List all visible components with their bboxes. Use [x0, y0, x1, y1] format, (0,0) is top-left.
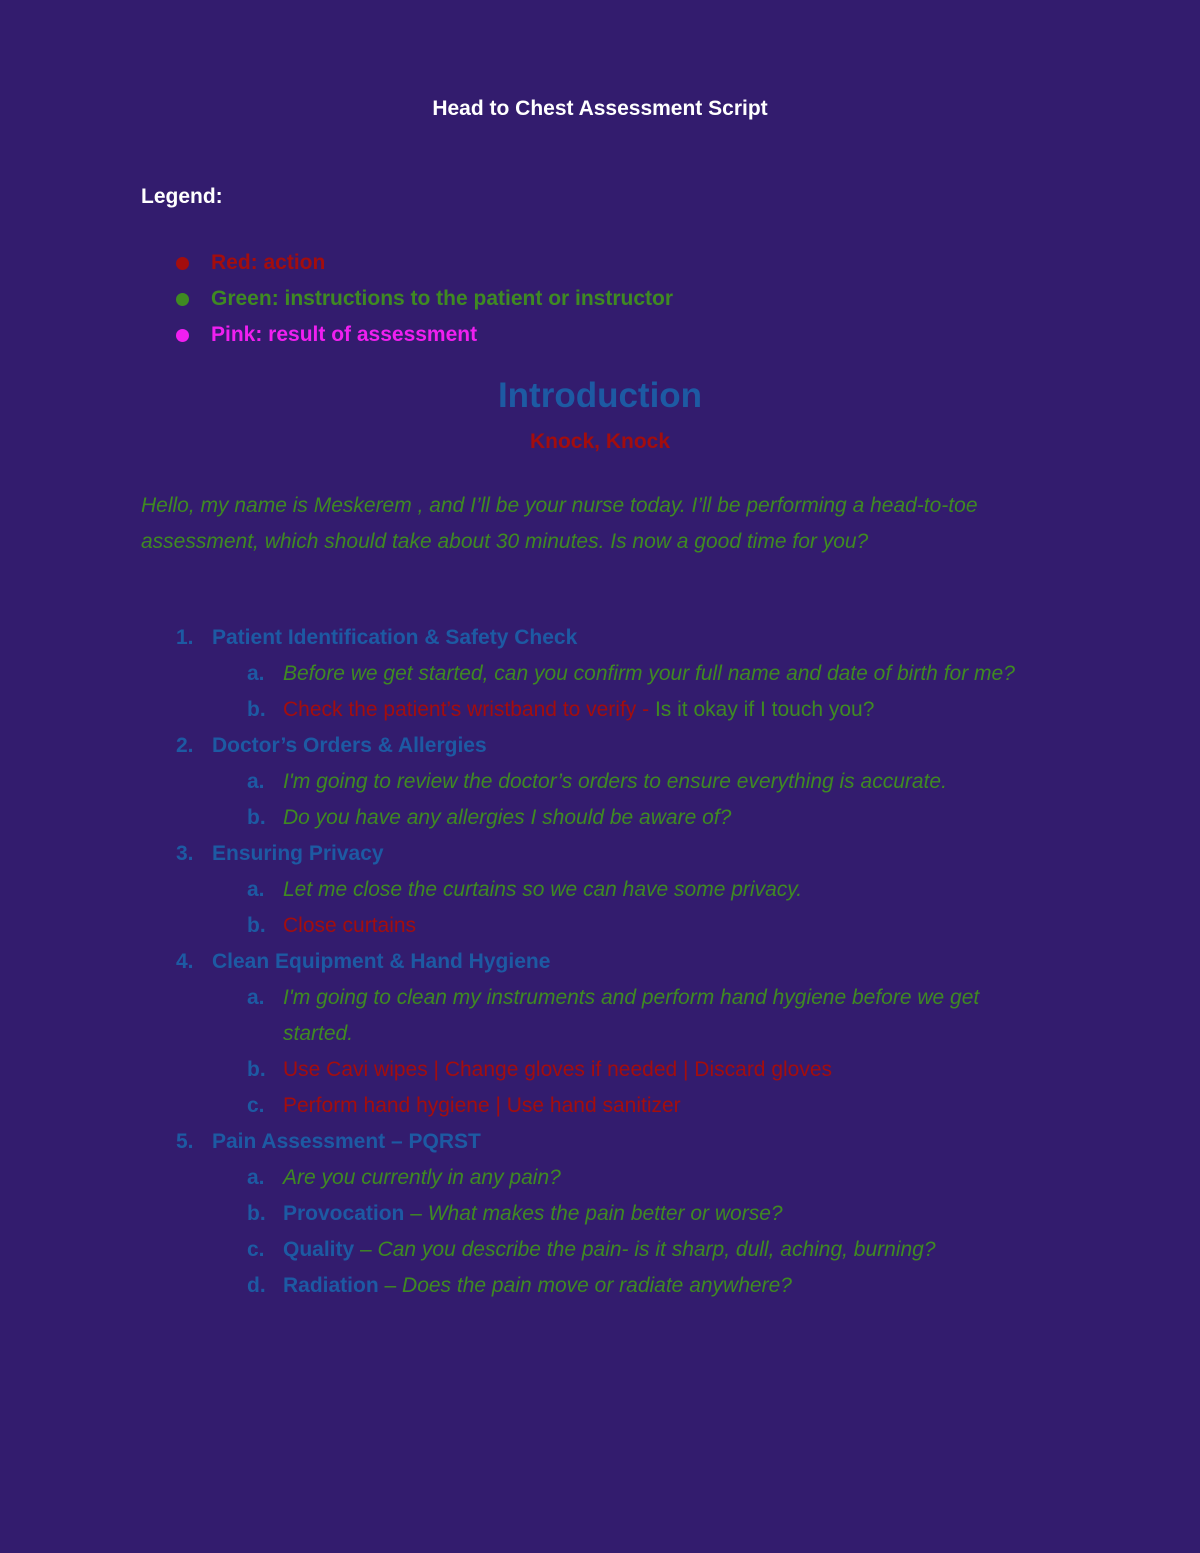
item-question: Can you describe the pain- is it sharp, dull, aching, burning?	[377, 1238, 936, 1261]
item-text: Are you currently in any pain?	[283, 1166, 561, 1189]
legend-label: Red: action	[211, 251, 326, 274]
section-title: Ensuring Privacy	[212, 842, 384, 865]
item-dash: –	[354, 1238, 378, 1261]
item-letter: b.	[247, 806, 266, 829]
list-item	[0, 800, 1200, 836]
section-number: 3.	[176, 842, 194, 865]
bullet-icon	[176, 293, 189, 306]
section-number: 5.	[176, 1130, 194, 1153]
section-heading	[0, 944, 1200, 980]
legend-item-pink	[176, 317, 673, 353]
item-question: Does the pain move or radiate anywhere?	[402, 1274, 792, 1297]
legend-label: Green: instructions to the patient or instructor	[211, 287, 674, 310]
list-item	[0, 1196, 1200, 1232]
intro-knock: Knock, Knock	[529, 430, 671, 453]
legend-label: Pink: result of assessment	[211, 323, 478, 346]
item-text: I'm going to clean my instruments and perform hand hygiene before we get started.	[283, 986, 980, 1045]
legend-item-green	[176, 281, 673, 317]
item-instruction: Is it okay if I touch you?	[654, 698, 875, 721]
section-title: Patient Identification & Safety Check	[212, 626, 578, 649]
bullet-icon	[176, 257, 189, 270]
list-item	[0, 656, 1200, 692]
item-letter: a.	[247, 986, 265, 1009]
section-title: Doctor’s Orders & Allergies	[212, 734, 487, 757]
item-dash: –	[378, 1274, 403, 1297]
item-text: Let me close the curtains so we can have some privacy.	[283, 878, 803, 901]
intro-paragraph: Hello, my name is Meskerem , and I’ll be your nurse today. I’ll be performing a head-to-toe assessment, which should take about 30 minutes. Is now a good time for you?	[141, 494, 978, 553]
item-question: What makes the pain better or worse?	[427, 1202, 783, 1225]
item-letter: b.	[247, 1058, 266, 1081]
item-letter: c.	[247, 1094, 265, 1117]
item-action: Close curtains	[283, 914, 417, 937]
item-letter: b.	[247, 914, 266, 937]
item-letter: d.	[247, 1274, 266, 1297]
outline-list	[0, 620, 1200, 1304]
list-item	[0, 764, 1200, 800]
item-keyword: Provocation	[283, 1202, 405, 1225]
section-number: 1.	[176, 626, 194, 649]
item-action: Use Cavi wipes | Change gloves if needed | Discard gloves	[283, 1058, 833, 1081]
item-letter: b.	[247, 1202, 266, 1225]
intro-heading: Introduction	[497, 376, 703, 415]
list-item	[0, 692, 1200, 728]
list-item	[0, 1088, 1200, 1124]
item-letter: a.	[247, 878, 265, 901]
section-heading	[0, 728, 1200, 764]
legend-list	[176, 245, 673, 353]
item-dash: –	[404, 1202, 428, 1225]
item-letter: a.	[247, 770, 265, 793]
section-title: Pain Assessment – PQRST	[212, 1130, 481, 1153]
bullet-icon	[176, 329, 189, 342]
section-number: 2.	[176, 734, 194, 757]
item-letter: c.	[247, 1238, 265, 1261]
section-title: Clean Equipment & Hand Hygiene	[212, 950, 551, 973]
list-item	[0, 1268, 1200, 1304]
section-heading	[0, 836, 1200, 872]
item-action: Check the patient’s wristband to verify -	[283, 698, 655, 721]
section-number: 4.	[176, 950, 194, 973]
item-letter: a.	[247, 1166, 265, 1189]
list-item	[0, 980, 1200, 1052]
item-keyword: Radiation	[283, 1274, 379, 1297]
list-item	[0, 908, 1200, 944]
item-text: Do you have any allergies I should be aware of?	[283, 806, 732, 829]
item-text: I'm going to review the doctor’s orders to ensure everything is accurate.	[283, 770, 947, 793]
item-keyword: Quality	[283, 1238, 355, 1261]
section-heading	[0, 1124, 1200, 1160]
list-item	[0, 1232, 1200, 1268]
list-item	[0, 1052, 1200, 1088]
legend-item-red	[176, 245, 673, 281]
legend-heading: Legend:	[141, 185, 223, 208]
document-title: Head to Chest Assessment Script	[432, 97, 768, 120]
item-letter: a.	[247, 662, 265, 685]
section-heading	[0, 620, 1200, 656]
item-action: Perform hand hygiene | Use hand sanitizer	[283, 1094, 681, 1117]
item-text: Before we get started, can you confirm your full name and date of birth for me?	[283, 662, 1015, 685]
list-item	[0, 872, 1200, 908]
list-item	[0, 1160, 1200, 1196]
item-letter: b.	[247, 698, 266, 721]
